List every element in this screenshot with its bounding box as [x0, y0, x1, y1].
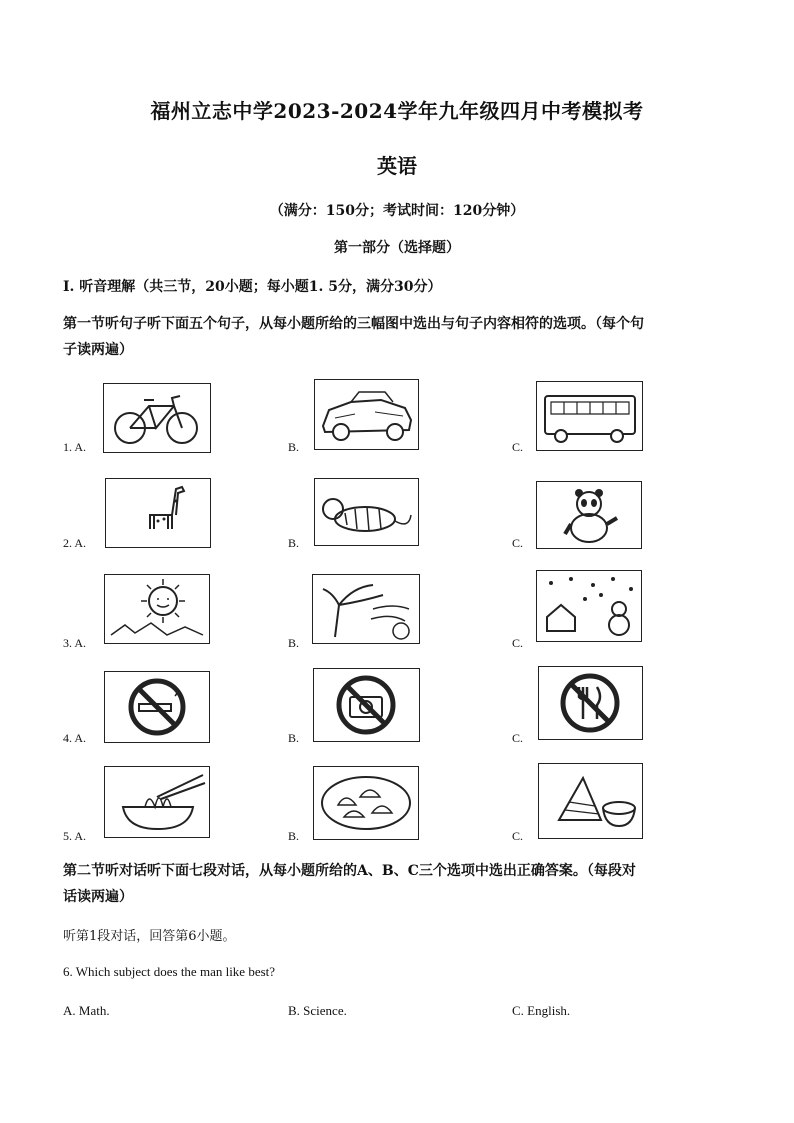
question-4-label-a: 4. A. [63, 731, 87, 745]
question-3-label-c: C. [512, 636, 524, 650]
dumplings-icon[interactable] [313, 766, 419, 840]
zongzi-icon[interactable] [538, 763, 643, 839]
instruction-line: 子读两遍） [63, 342, 133, 358]
question-2-label-a: 2. A. [63, 536, 87, 550]
bicycle-icon[interactable] [103, 383, 211, 453]
option-b[interactable]: B. Science. [288, 1003, 347, 1018]
page-title: 福州立志中学2023-2024学年九年级四月中考模拟考 [150, 99, 644, 123]
sunny-icon[interactable] [104, 574, 210, 644]
question-1-label-c: C. [512, 440, 524, 454]
instruction-line: 第二节听对话听下面七段对话，从每小题所给的A、B、C三个选项中选出正确答案。（每段对 [63, 863, 636, 879]
dialogue-intro: 听第1段对话，回答第6小题。 [63, 929, 236, 944]
section-heading: I. 听音理解（共三节，20小题；每小题1. 5分，满分30分） [63, 279, 442, 295]
part-heading: 第一部分（选择题） [334, 240, 460, 256]
question-3-label-a: 3. A. [63, 636, 87, 650]
panda-icon[interactable] [536, 481, 642, 549]
windy-icon[interactable] [312, 574, 420, 644]
question-5-label-a: 5. A. [63, 829, 87, 843]
instruction-line: 话读两遍） [63, 889, 133, 905]
question-4-label-b: B. [288, 731, 300, 745]
question-4-label-c: C. [512, 731, 524, 745]
question-5-label-c: C. [512, 829, 524, 843]
option-a[interactable]: A. Math. [63, 1003, 110, 1018]
question-1-label-b: B. [288, 440, 300, 454]
noodles-icon[interactable] [104, 766, 210, 838]
exam-meta: （满分：150分；考试时间：120分钟） [269, 203, 525, 219]
snowy-icon[interactable] [536, 570, 642, 642]
question-5-label-b: B. [288, 829, 300, 843]
tiger-icon[interactable] [314, 478, 419, 546]
question-1-label-a: 1. A. [63, 440, 87, 454]
question-2-label-b: B. [288, 536, 300, 550]
no-smoking-icon[interactable] [104, 671, 210, 743]
section2-instruction [63, 858, 733, 910]
no-photo-icon[interactable] [313, 668, 420, 742]
instruction-line: 第一节听句子听下面五个句子，从每小题所给的三幅图中选出与句子内容相符的选项。（每个句 [63, 316, 644, 332]
no-eating-icon[interactable] [538, 666, 643, 740]
section1-instruction [63, 311, 733, 363]
question-3-label-b: B. [288, 636, 300, 650]
question-6-text: 6. Which subject does the man like best? [63, 964, 276, 979]
question-2-label-c: C. [512, 536, 524, 550]
giraffe-icon[interactable] [105, 478, 211, 548]
subject-heading: 英语 [377, 154, 417, 178]
car-icon[interactable] [314, 379, 419, 450]
bus-icon[interactable] [536, 381, 643, 451]
option-c[interactable]: C. English. [512, 1003, 571, 1018]
